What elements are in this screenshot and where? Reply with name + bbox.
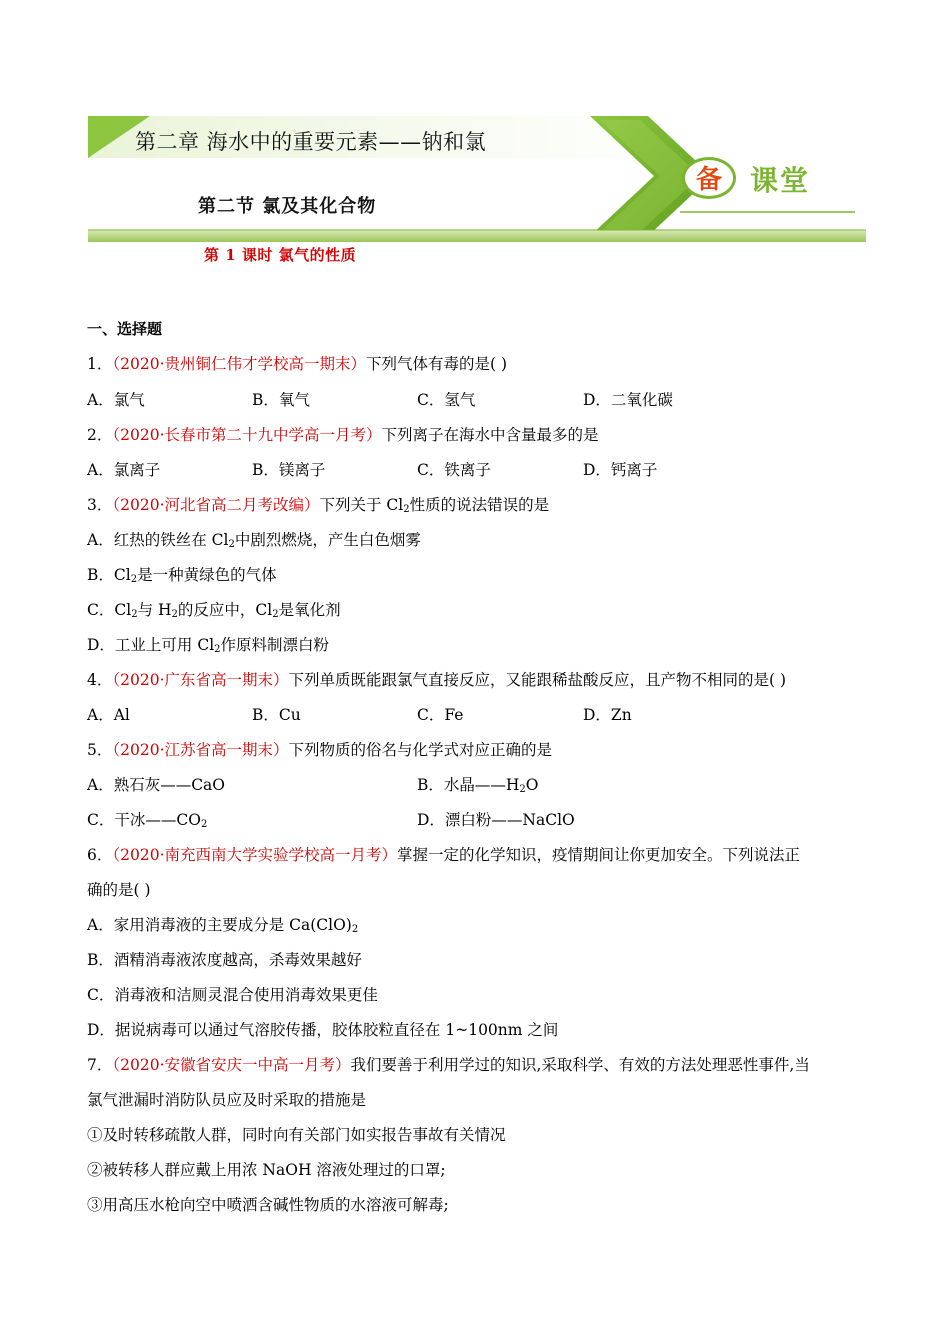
question-7 <box>87 1053 810 1075</box>
logo-badge-text: 备 <box>695 165 722 195</box>
question-number: 6． <box>87 846 113 864</box>
option-b: B．Cu <box>252 706 301 724</box>
option-b: B．氧气 <box>252 391 310 409</box>
question-stem: 下列单质既能跟氯气直接反应，又能跟稀盐酸反应，且产物不相同的是( ) <box>288 671 787 689</box>
question-3: 3．（2020·河北省高二月考改编）下列关于 $Cl_2$性质的说法错误的是 <box>87 496 550 515</box>
question-source: （2020·贵州铜仁伟才学校高一期末） <box>112 355 366 373</box>
question-source: （2020·南充西南大学实验学校高一月考） <box>112 846 397 864</box>
section-title: 第二节 氯及其化合物 <box>198 196 377 217</box>
option-c: C．Fe <box>417 706 464 724</box>
option-a: A．氯气 <box>87 391 145 409</box>
question-5 <box>87 738 552 760</box>
question-number: 2． <box>87 426 113 444</box>
option-d: D．据说病毒可以通过气溶胶传播，胶体胶粒直径在 1~100nm 之间 <box>87 1021 559 1039</box>
question-number: 4． <box>87 671 113 689</box>
option-d: D．二氧化碳 <box>583 391 673 409</box>
question-number: 3． <box>87 496 113 514</box>
question-1 <box>87 352 507 374</box>
lesson-title: 第 1 课时 氯气的性质 <box>204 246 357 264</box>
question-source: （2020·河北省高二月考改编） <box>112 496 320 514</box>
option-a: A．红热的铁丝在 $Cl_2$中剧烈燃烧，产生白色烟雾 <box>87 531 421 550</box>
option-c: C．$Cl_2$与 $H_2$的反应中，$Cl_2$是氧化剂 <box>87 601 341 620</box>
option-c: C．消毒液和洁厕灵混合使用消毒效果更佳 <box>87 986 378 1004</box>
question-source: （2020·安徽省安庆一中高一月考） <box>112 1056 351 1074</box>
list-item: ③用高压水枪向空中喷洒含碱性物质的水溶液可解毒; <box>87 1196 449 1214</box>
question-source: （2020·广东省高一期末） <box>112 671 289 689</box>
question-2 <box>87 423 599 445</box>
question-stem: 我们要善于利用学过的知识,采取科学、有效的方法处理恶性事件,当 <box>350 1056 810 1074</box>
option-b: B．酒精消毒液浓度越高，杀毒效果越好 <box>87 951 362 969</box>
option-b: B．水晶$——H_2O$ <box>417 776 539 795</box>
question-stem: 下列关于 Cl <box>319 496 404 514</box>
bei-ketang-logo <box>682 155 822 205</box>
option-a: A．Al <box>87 706 130 724</box>
option-d: D．漂白粉——NaClO <box>417 811 575 829</box>
banner-bottom-bar <box>88 230 866 242</box>
question-number: 7． <box>87 1056 113 1074</box>
question-source: （2020·长春市第二十九中学高一月考） <box>112 426 382 444</box>
chapter-title: 第二章 海水中的重要元素——钠和氯 <box>135 130 487 154</box>
question-number: 1． <box>87 355 113 373</box>
logo-text: 课堂 <box>750 164 811 197</box>
question-stem: 掌握一定的化学知识，疫情期间让你更加安全。下列说法正 <box>397 846 801 864</box>
option-a: A．熟石灰——CaO <box>87 776 226 794</box>
option-b: B．镁离子 <box>252 461 326 479</box>
option-a: A．家用消毒液的主要成分是 $Ca(ClO)_2$ <box>87 916 359 935</box>
question-source: （2020·江苏省高一期末） <box>112 741 289 759</box>
option-d: D．钙离子 <box>583 461 658 479</box>
list-item: ②被转移人群应戴上用浓 NaOH 溶液处理过的口罩; <box>87 1161 446 1179</box>
section-heading: 一、选择题 <box>87 320 163 338</box>
option-d: D．Zn <box>583 706 632 724</box>
question-6 <box>87 843 800 865</box>
option-c: C．铁离子 <box>417 461 491 479</box>
option-a: A．氯离子 <box>87 461 161 479</box>
question-stem-continued: 确的是( ) <box>87 881 151 899</box>
question-stem: 下列离子在海水中含量最多的是 <box>381 426 599 444</box>
question-number: 5． <box>87 741 113 759</box>
list-item: ①及时转移疏散人群，同时向有关部门如实报告事故有关情况 <box>87 1126 506 1144</box>
question-4 <box>87 668 786 690</box>
question-stem: 下列物质的俗名与化学式对应正确的是 <box>288 741 553 759</box>
question-stem: 下列气体有毒的是( ) <box>366 355 508 373</box>
option-c: C．干冰$——CO_2$ <box>87 811 208 830</box>
question-stem-continued: 氯气泄漏时消防队员应及时采取的措施是 <box>87 1091 367 1109</box>
option-b: B．$Cl_2$是一种黄绿色的气体 <box>87 566 277 585</box>
option-d: D．工业上可用 $Cl_2$作原料制漂白粉 <box>87 636 330 655</box>
option-c: C．氢气 <box>417 391 476 409</box>
